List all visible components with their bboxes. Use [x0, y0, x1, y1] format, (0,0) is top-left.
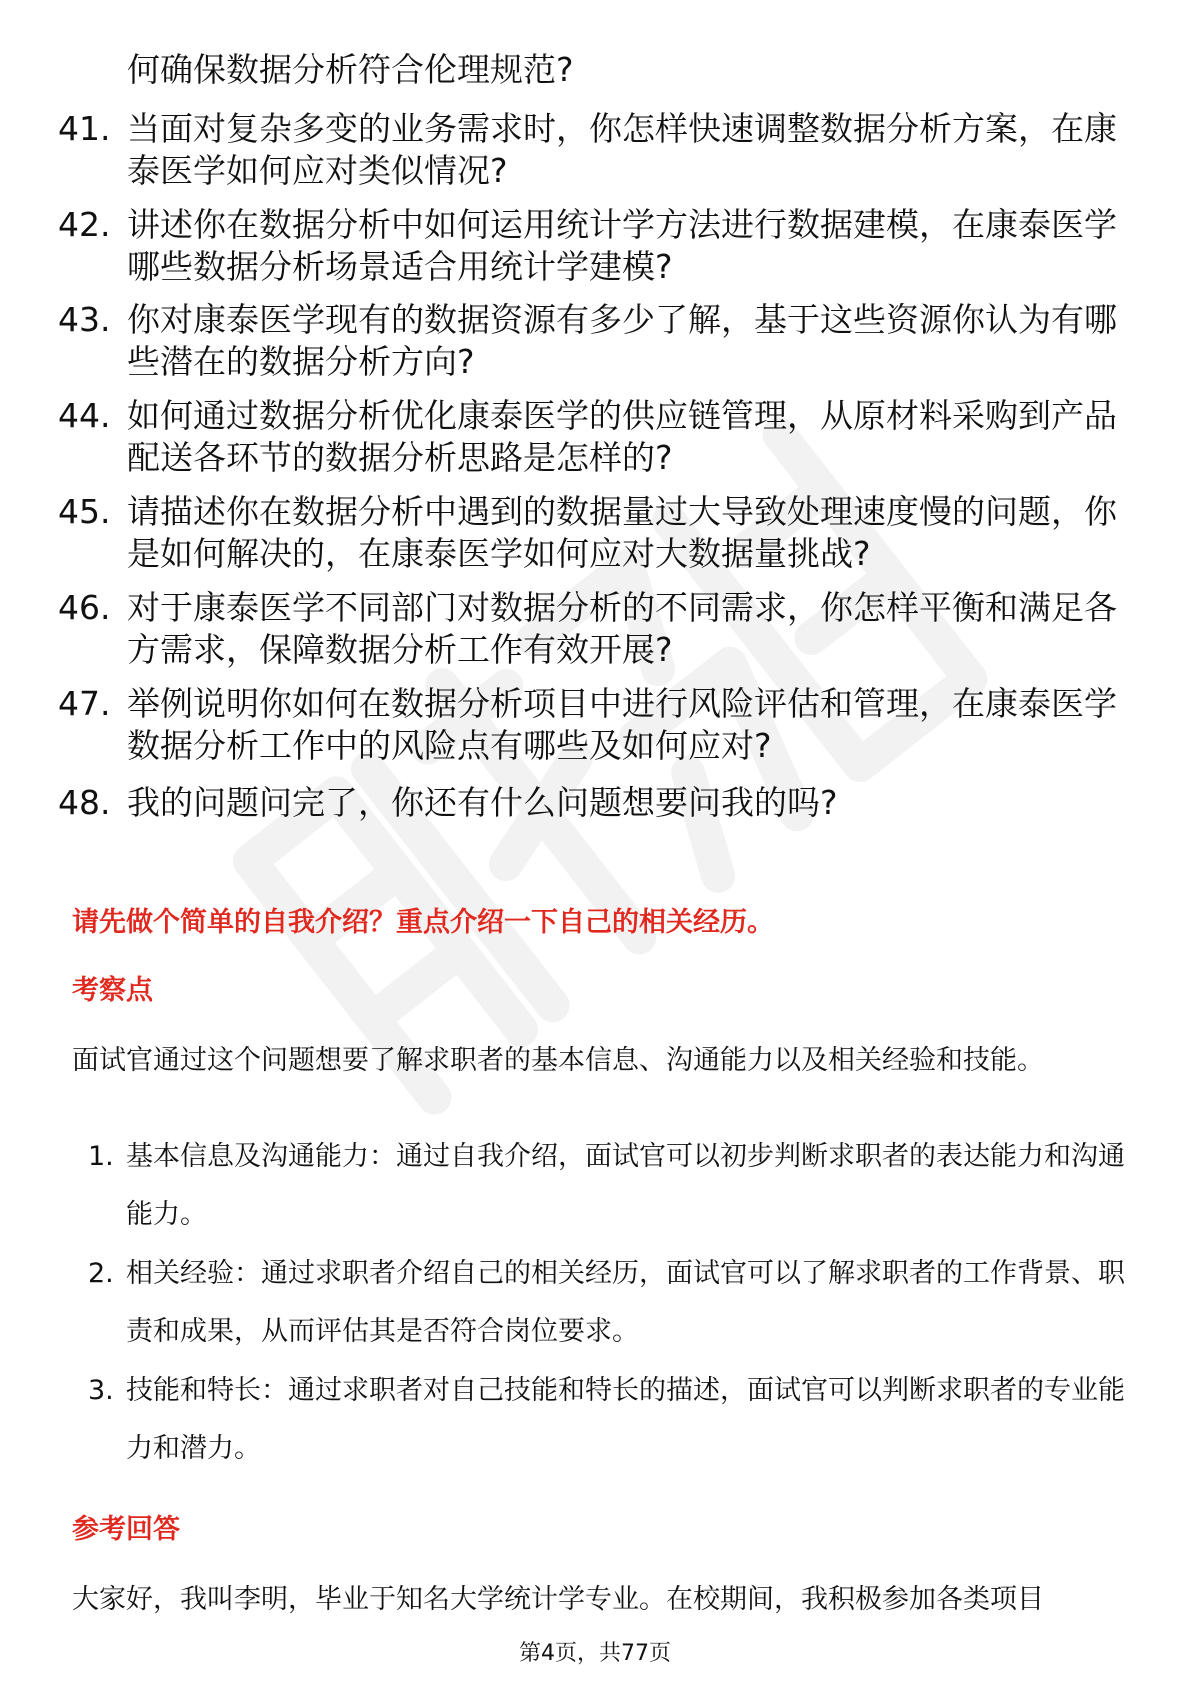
list-item [58, 108, 1138, 192]
list-item [58, 782, 1138, 824]
interview-question-heading: 请先做个简单的自我介绍？重点介绍一下自己的相关经历。 [72, 907, 774, 938]
point-text: 相关经验：通过求职者介绍自己的相关经历，面试官可以了解求职者的工作背景、职责和成果，从而评估其是否符合岗位要求。 [126, 1258, 1125, 1347]
question-text: 请描述你在数据分析中遇到的数据量过大导致处理速度慢的问题，你是如何解决的，在康泰医学如何应对大数据量挑战? [127, 492, 1117, 573]
question-text: 如何通过数据分析优化康泰医学的供应链管理，从原材料采购到产品配送各环节的数据分析思路是怎样的? [127, 396, 1117, 477]
list-item [58, 683, 1138, 767]
list-item [88, 1362, 1128, 1478]
point-number: 3. [88, 1375, 114, 1406]
question-text: 我的问题问完了，你还有什么问题想要问我的吗? [127, 783, 838, 822]
question-number: 42. [58, 205, 111, 244]
point-text: 技能和特长：通过求职者对自己技能和特长的描述，面试官可以判断求职者的专业能力和潜力。 [126, 1375, 1125, 1464]
question-number: 41. [58, 109, 111, 148]
question-continuation: 何确保数据分析符合伦理规范? [127, 50, 574, 89]
question-number: 48. [58, 783, 111, 822]
reference-heading: 参考回答 [72, 1514, 180, 1545]
point-text: 基本信息及沟通能力：通过自我介绍，面试官可以初步判断求职者的表达能力和沟通能力。 [126, 1141, 1125, 1230]
question-text: 当面对复杂多变的业务需求时，你怎样快速调整数据分析方案，在康泰医学如何应对类似情况? [127, 109, 1117, 190]
focus-intro: 面试官通过这个问题想要了解求职者的基本信息、沟通能力以及相关经验和技能。 [72, 1045, 1044, 1076]
question-number: 45. [58, 492, 111, 531]
question-number: 43. [58, 300, 111, 339]
focus-heading: 考察点 [72, 975, 153, 1006]
question-text: 举例说明你如何在数据分析项目中进行风险评估和管理，在康泰医学数据分析工作中的风险点有哪些及如何应对? [127, 684, 1117, 765]
reference-answer: 大家好，我叫李明，毕业于知名大学统计学专业。在校期间，我积极参加各类项目 [72, 1584, 1044, 1615]
point-number: 2. [88, 1258, 114, 1289]
list-item [58, 204, 1138, 288]
list-item [58, 299, 1138, 383]
list-item [88, 1128, 1128, 1244]
question-text: 讲述你在数据分析中如何运用统计学方法进行数据建模，在康泰医学哪些数据分析场景适合用统计学建模? [127, 205, 1117, 286]
list-item [58, 491, 1138, 575]
page-number: 第4页，共77页 [519, 1641, 671, 1666]
list-item [58, 587, 1138, 671]
question-number: 47. [58, 684, 111, 723]
question-text: 你对康泰医学现有的数据资源有多少了解，基于这些资源你认为有哪些潜在的数据分析方向? [127, 300, 1117, 381]
list-item [58, 395, 1138, 479]
question-number: 44. [58, 396, 111, 435]
question-text: 对于康泰医学不同部门对数据分析的不同需求，你怎样平衡和满足各方需求，保障数据分析工作有效开展? [127, 588, 1117, 669]
question-number: 46. [58, 588, 111, 627]
point-number: 1. [88, 1141, 114, 1172]
list-item [88, 1245, 1128, 1361]
